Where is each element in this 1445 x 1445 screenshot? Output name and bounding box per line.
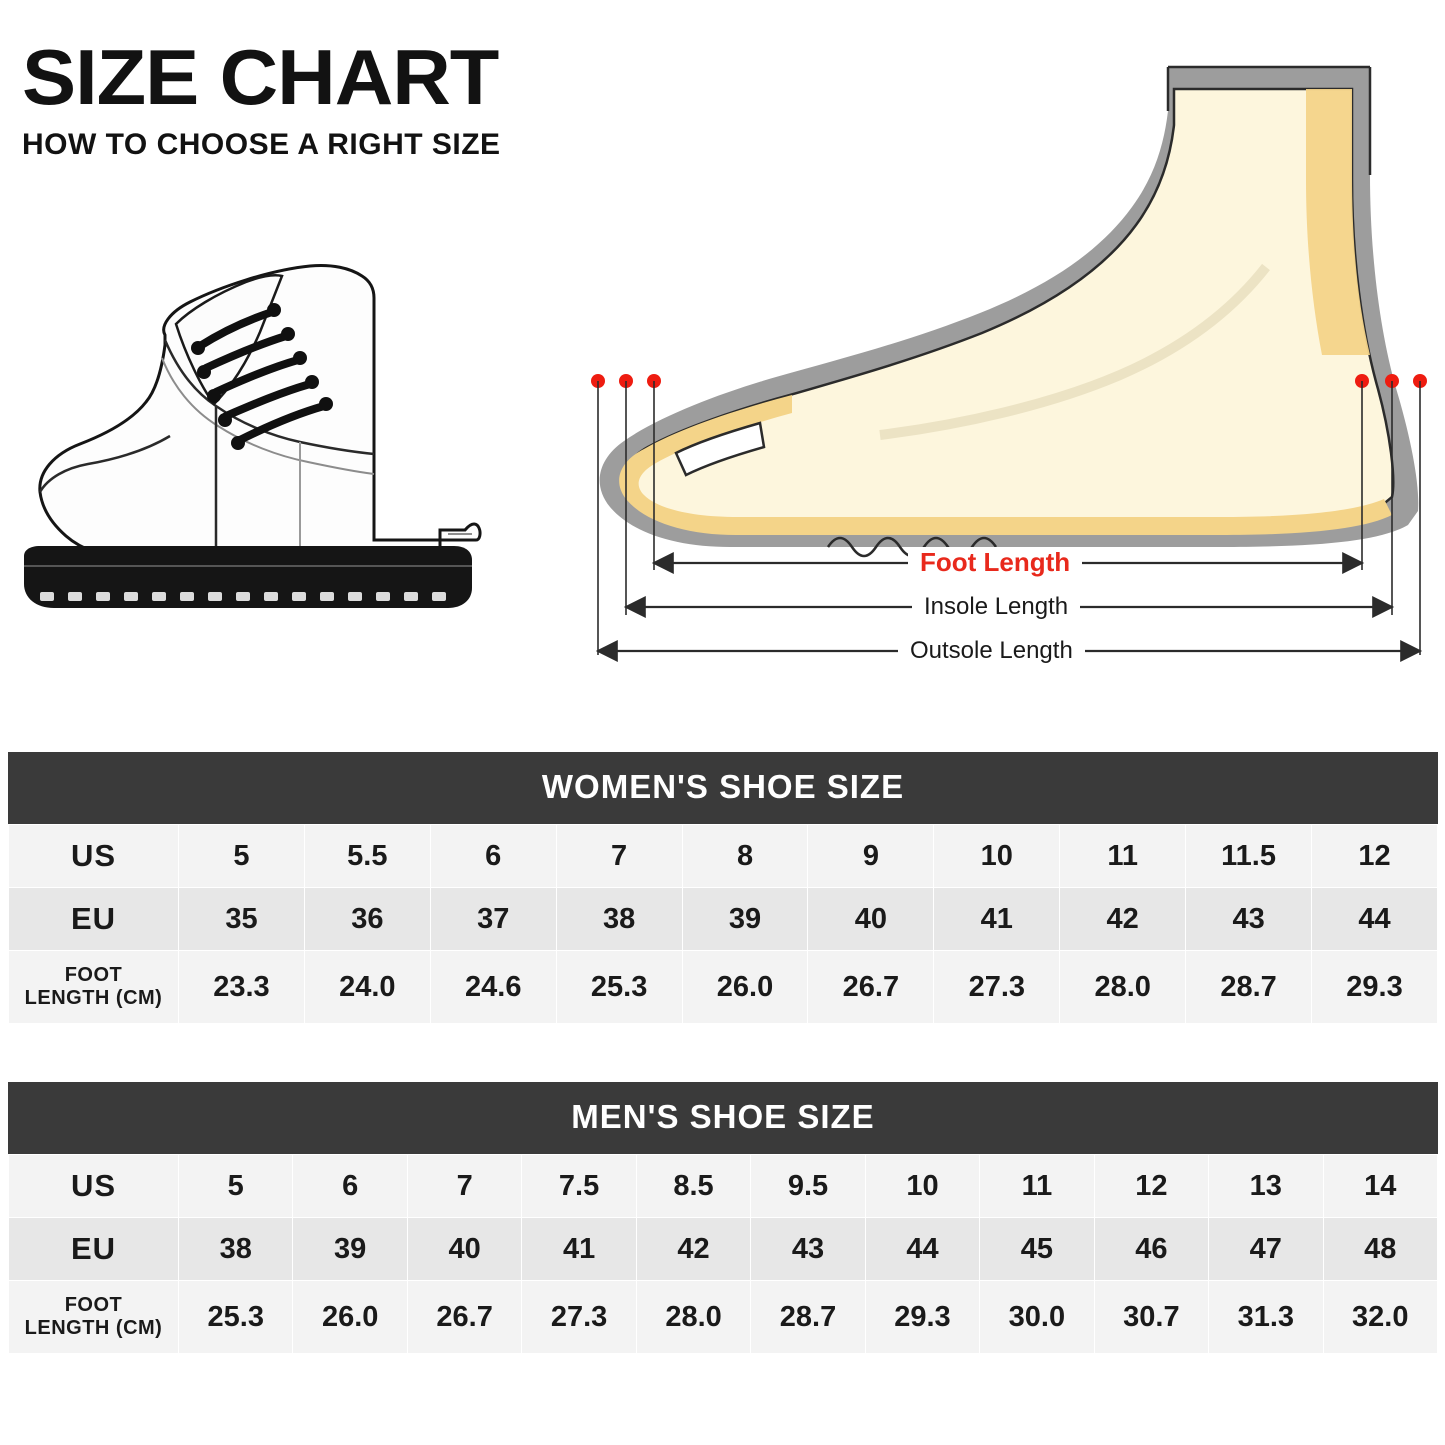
boot-illustration: [10, 240, 510, 630]
row-label-line1: FOOT: [64, 1294, 123, 1316]
cell: 38: [179, 1218, 293, 1281]
cell: 5.5: [304, 825, 430, 888]
cell: 29.3: [865, 1281, 979, 1354]
cell: 6: [430, 825, 556, 888]
insole-length-label: Insole Length: [912, 593, 1080, 621]
cell: 25.3: [179, 1281, 293, 1354]
foot-length-label: Foot Length: [908, 547, 1082, 578]
cell: 40: [808, 888, 934, 951]
cell: 39: [293, 1218, 407, 1281]
table-row: [9, 1218, 1438, 1281]
cell: 45: [980, 1218, 1094, 1281]
cell: 48: [1323, 1218, 1437, 1281]
cell: 43: [1186, 888, 1312, 951]
outsole-length-label: Outsole Length: [898, 637, 1085, 665]
cell: 44: [865, 1218, 979, 1281]
womens-size-table: [8, 752, 1438, 1024]
row-label-eu: EU: [9, 888, 179, 951]
table-row: [9, 951, 1438, 1024]
cell: 30.7: [1094, 1281, 1208, 1354]
foot-measurement-diagram: [580, 55, 1435, 685]
cell: 28.7: [751, 1281, 865, 1354]
row-label-us: US: [9, 1155, 179, 1218]
cell: 31.3: [1209, 1281, 1323, 1354]
cell: 24.0: [304, 951, 430, 1024]
cell: 29.3: [1312, 951, 1438, 1024]
cell: 6: [293, 1155, 407, 1218]
cell: 5: [179, 1155, 293, 1218]
cell: 7.5: [522, 1155, 636, 1218]
mens-table-title: MEN'S SHOE SIZE: [8, 1082, 1438, 1154]
cell: 11: [980, 1155, 1094, 1218]
cell: 44: [1312, 888, 1438, 951]
cell: 40: [407, 1218, 521, 1281]
table-row: [9, 888, 1438, 951]
table-row: [9, 825, 1438, 888]
mens-size-table: [8, 1082, 1438, 1354]
cell: 32.0: [1323, 1281, 1437, 1354]
cell: 24.6: [430, 951, 556, 1024]
table-row: [9, 1281, 1438, 1354]
table-row: [9, 1155, 1438, 1218]
page-title: SIZE CHART: [22, 33, 499, 121]
row-label-foot-length: [9, 1281, 179, 1354]
cell: 26.7: [407, 1281, 521, 1354]
cell: 28.7: [1186, 951, 1312, 1024]
header: [22, 33, 582, 162]
cell: 35: [179, 888, 305, 951]
cell: 11: [1060, 825, 1186, 888]
cell: 41: [934, 888, 1060, 951]
row-label-line2: LENGTH (CM): [24, 1317, 163, 1339]
cell: 5: [179, 825, 305, 888]
cell: 25.3: [556, 951, 682, 1024]
row-label-line2: LENGTH (CM): [24, 987, 163, 1009]
row-label-eu: EU: [9, 1218, 179, 1281]
row-label-foot-length: [9, 951, 179, 1024]
cell: 27.3: [934, 951, 1060, 1024]
cell: 7: [407, 1155, 521, 1218]
cell: 28.0: [636, 1281, 750, 1354]
cell: 37: [430, 888, 556, 951]
cell: 14: [1323, 1155, 1437, 1218]
cell: 38: [556, 888, 682, 951]
cell: 42: [1060, 888, 1186, 951]
cell: 26.7: [808, 951, 934, 1024]
cell: 13: [1209, 1155, 1323, 1218]
mens-table: [8, 1154, 1438, 1354]
cell: 36: [304, 888, 430, 951]
page-subtitle: HOW TO CHOOSE A RIGHT SIZE: [22, 127, 501, 161]
womens-table-title: WOMEN'S SHOE SIZE: [8, 752, 1438, 824]
cell: 12: [1094, 1155, 1208, 1218]
row-label-us: US: [9, 825, 179, 888]
cell: 11.5: [1186, 825, 1312, 888]
cell: 8.5: [636, 1155, 750, 1218]
cell: 30.0: [980, 1281, 1094, 1354]
cell: 12: [1312, 825, 1438, 888]
foot-cross-section-icon: [580, 55, 1435, 685]
cell: 10: [865, 1155, 979, 1218]
cell: 27.3: [522, 1281, 636, 1354]
cell: 7: [556, 825, 682, 888]
cell: 8: [682, 825, 808, 888]
cell: 39: [682, 888, 808, 951]
cell: 28.0: [1060, 951, 1186, 1024]
row-label-line1: FOOT: [64, 964, 123, 986]
cell: 46: [1094, 1218, 1208, 1281]
cell: 23.3: [179, 951, 305, 1024]
cell: 10: [934, 825, 1060, 888]
cell: 42: [636, 1218, 750, 1281]
cell: 26.0: [682, 951, 808, 1024]
womens-table: [8, 824, 1438, 1024]
cell: 9: [808, 825, 934, 888]
cell: 47: [1209, 1218, 1323, 1281]
boot-icon: [10, 240, 510, 630]
cell: 26.0: [293, 1281, 407, 1354]
cell: 9.5: [751, 1155, 865, 1218]
cell: 41: [522, 1218, 636, 1281]
cell: 43: [751, 1218, 865, 1281]
